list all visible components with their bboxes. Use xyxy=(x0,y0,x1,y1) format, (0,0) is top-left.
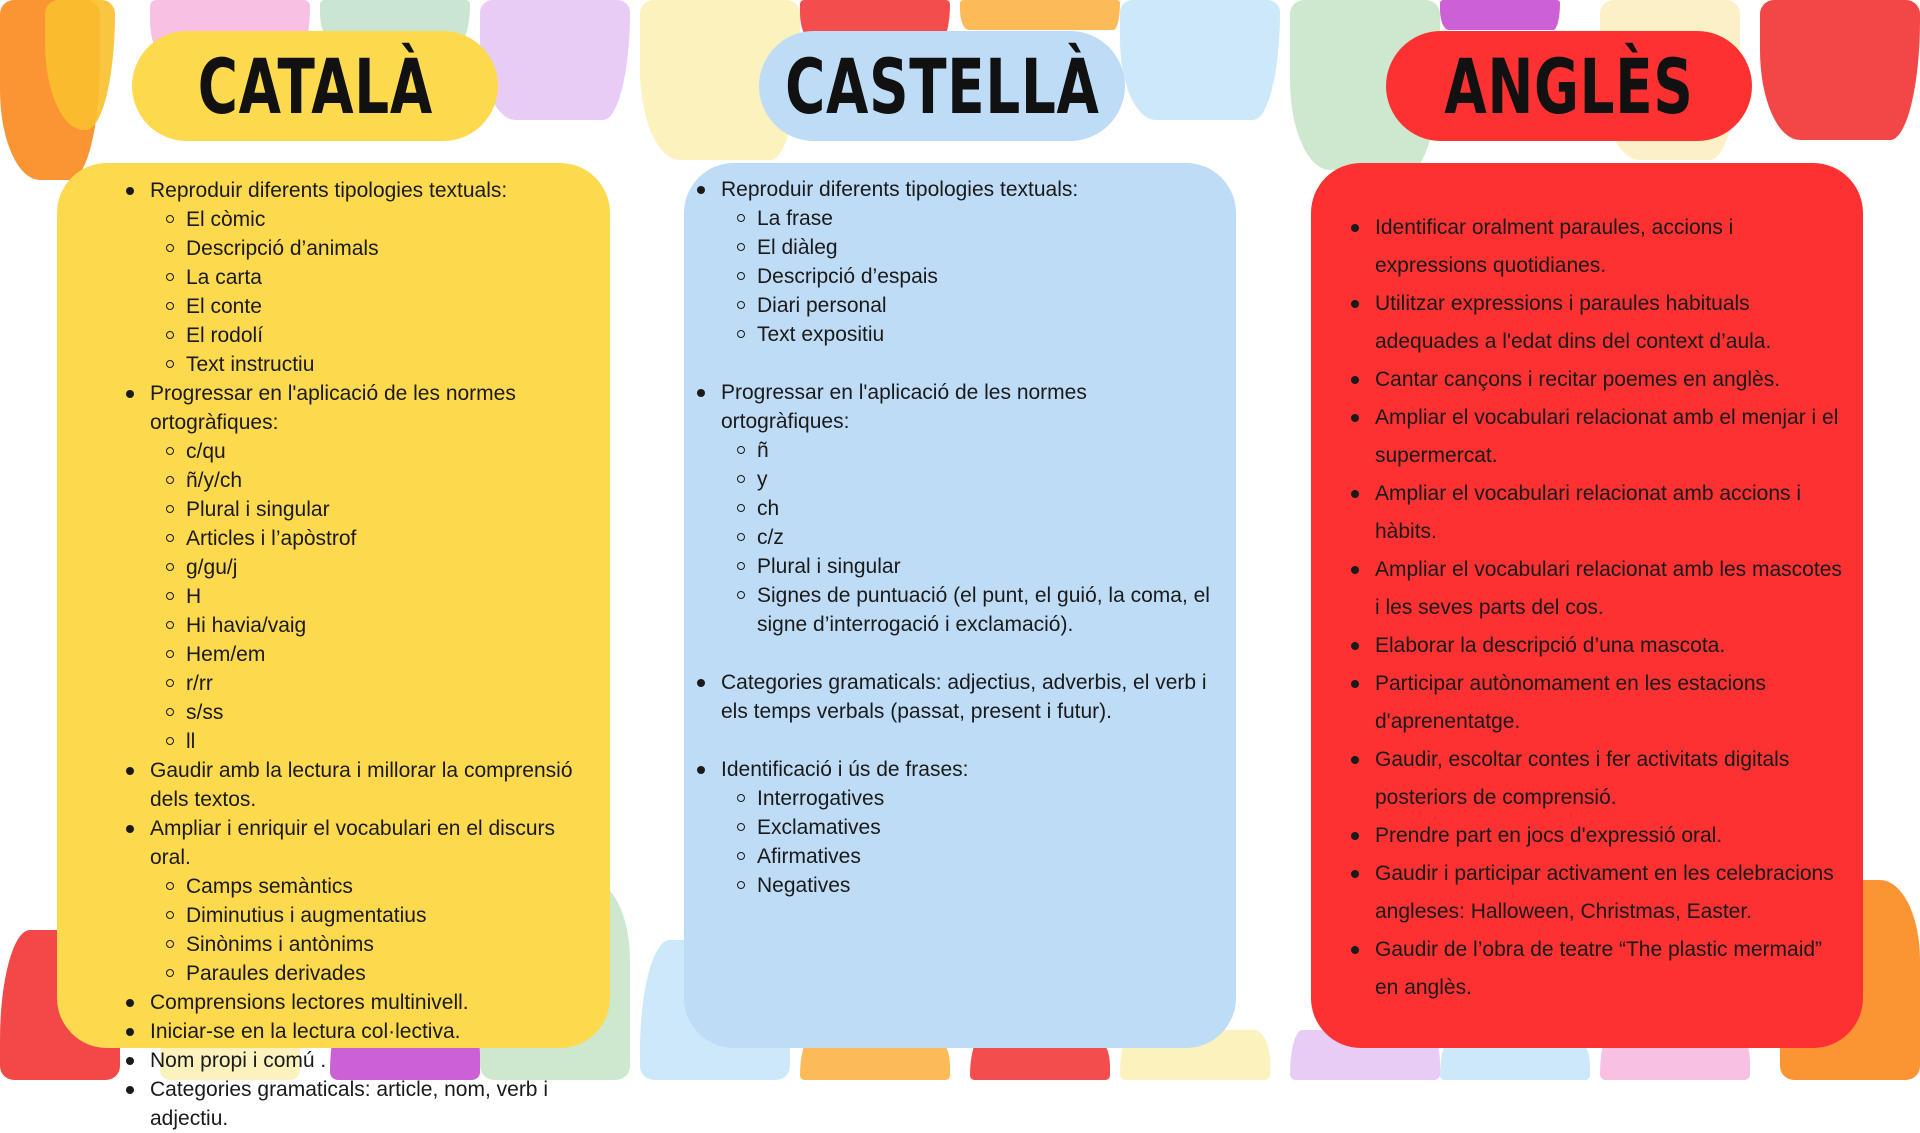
sub-item: La frase xyxy=(721,204,1220,233)
catala-list xyxy=(57,176,590,1133)
sub-item: Paraules derivades xyxy=(150,959,590,988)
list-item xyxy=(113,1046,590,1075)
list-item xyxy=(113,176,590,379)
sub-item: c/qu xyxy=(150,437,590,466)
list-item xyxy=(113,756,590,814)
paint-stroke xyxy=(480,0,630,120)
paint-stroke xyxy=(1760,0,1920,140)
list-item xyxy=(684,668,1220,726)
sub-item: Descripció d’espais xyxy=(721,262,1220,291)
list-item: Ampliar el vocabulari relacionat amb accions i hàbits. xyxy=(1338,475,1849,551)
sub-list xyxy=(150,437,590,756)
sub-item: Text instructiu xyxy=(150,350,590,379)
sub-item: Descripció d’animals xyxy=(150,234,590,263)
list-item xyxy=(113,814,590,988)
sub-item: Afirmatives xyxy=(721,842,1220,871)
sub-item: s/ss xyxy=(150,698,590,727)
sub-item: El còmic xyxy=(150,205,590,234)
list-item xyxy=(684,755,1220,900)
sub-item: El rodolí xyxy=(150,321,590,350)
sub-list xyxy=(721,784,1220,900)
list-item-text: Comprensions lectores multinivell. xyxy=(150,991,469,1014)
list-item-text: Identificació i ús de frases: xyxy=(721,758,969,781)
sub-item: Hi havia/vaig xyxy=(150,611,590,640)
sub-list xyxy=(150,872,590,988)
sub-item: H xyxy=(150,582,590,611)
list-item: Identificar oralment paraules, accions i expressions quotidianes. xyxy=(1338,209,1849,285)
card-angles xyxy=(1311,163,1863,1048)
title-catala-text: CATALÀ xyxy=(197,41,433,131)
sub-item: Sinònims i antònims xyxy=(150,930,590,959)
sub-item: Signes de puntuació (el punt, el guió, la coma, el signe d’interrogació i exclamació). xyxy=(721,581,1220,639)
list-item-text: Progressar en l'aplicació de les normes ortogràfiques: xyxy=(721,381,1087,433)
list-item-text: Categories gramaticals: article, nom, verb i adjectiu. xyxy=(150,1078,548,1130)
sub-item: La carta xyxy=(150,263,590,292)
paint-stroke xyxy=(1440,0,1560,30)
sub-item: Plural i singular xyxy=(721,552,1220,581)
paint-stroke xyxy=(960,0,1120,30)
castella-list xyxy=(684,175,1220,900)
list-item: Gaudir, escoltar contes i fer activitats digitals posteriors de comprensió. xyxy=(1338,741,1849,817)
list-item: Ampliar el vocabulari relacionat amb les mascotes i les seves parts del cos. xyxy=(1338,551,1849,627)
list-item: Gaudir de l’obra de teatre “The plastic mermaid” en anglès. xyxy=(1338,931,1849,1007)
list-item-text: Progressar en l'aplicació de les normes ortogràfiques: xyxy=(150,382,516,434)
sub-item: Camps semàntics xyxy=(150,872,590,901)
sub-item: Exclamatives xyxy=(721,813,1220,842)
title-castella-text: CASTELLÀ xyxy=(784,41,1100,131)
list-item xyxy=(113,1075,590,1133)
list-item-text: Categories gramaticals: adjectius, adverbis, el verb i els temps verbals (passat, present i futur). xyxy=(721,671,1207,723)
sub-item: ll xyxy=(150,727,590,756)
list-item-text: Iniciar-se en la lectura col·lectiva. xyxy=(150,1020,461,1043)
sub-item: Text expositiu xyxy=(721,320,1220,349)
sub-item: Interrogatives xyxy=(721,784,1220,813)
sub-item: Diari personal xyxy=(721,291,1220,320)
card-catala xyxy=(57,163,610,1130)
sub-item: El diàleg xyxy=(721,233,1220,262)
list-item: Prendre part en jocs d'expressió oral. xyxy=(1338,817,1849,855)
list-item-text: Reproduir diferents tipologies textuals: xyxy=(150,179,508,202)
sub-item: g/gu/j xyxy=(150,553,590,582)
sub-list xyxy=(721,204,1220,349)
list-item xyxy=(684,378,1220,639)
card-castella xyxy=(684,163,1236,1048)
list-item: Utilitzar expressions i paraules habituals adequades a l'edat dins del context d’aula. xyxy=(1338,285,1849,361)
title-castella xyxy=(759,31,1125,141)
list-item: Elaborar la descripció d’una mascota. xyxy=(1338,627,1849,665)
sub-item: Hem/em xyxy=(150,640,590,669)
sub-item: ñ xyxy=(721,436,1220,465)
sub-item: ñ/y/ch xyxy=(150,466,590,495)
list-item-text: Nom propi i comú . xyxy=(150,1049,327,1072)
title-catala xyxy=(132,31,498,141)
title-angles-text: ANGLÈS xyxy=(1444,41,1694,131)
sub-item: y xyxy=(721,465,1220,494)
list-item xyxy=(684,175,1220,349)
list-item-text: Gaudir amb la lectura i millorar la comprensió dels textos. xyxy=(150,759,573,811)
list-item: Ampliar el vocabulari relacionat amb el menjar i el supermercat. xyxy=(1338,399,1849,475)
list-item xyxy=(113,1017,590,1046)
list-item xyxy=(113,379,590,756)
sub-item: Negatives xyxy=(721,871,1220,900)
sub-item: El conte xyxy=(150,292,590,321)
paint-stroke xyxy=(1120,0,1280,120)
sub-item: c/z xyxy=(721,523,1220,552)
sub-list xyxy=(721,436,1220,639)
sub-item: ch xyxy=(721,494,1220,523)
angles-list xyxy=(1311,209,1849,1007)
list-item: Gaudir i participar activament en les celebracions angleses: Halloween, Christmas, Easter. xyxy=(1338,855,1849,931)
list-item: Participar autònomament en les estacions d'aprenentatge. xyxy=(1338,665,1849,741)
list-item-text: Ampliar i enriquir el vocabulari en el discurs oral. xyxy=(150,817,556,869)
sub-item: Articles i l’apòstrof xyxy=(150,524,590,553)
list-item xyxy=(113,988,590,1017)
sub-item: Diminutius i augmentatius xyxy=(150,901,590,930)
list-item: Cantar cançons i recitar poemes en anglès. xyxy=(1338,361,1849,399)
title-angles xyxy=(1386,31,1752,141)
list-item-text: Reproduir diferents tipologies textuals: xyxy=(721,178,1079,201)
sub-item: r/rr xyxy=(150,669,590,698)
sub-list xyxy=(150,205,590,379)
sub-item: Plural i singular xyxy=(150,495,590,524)
